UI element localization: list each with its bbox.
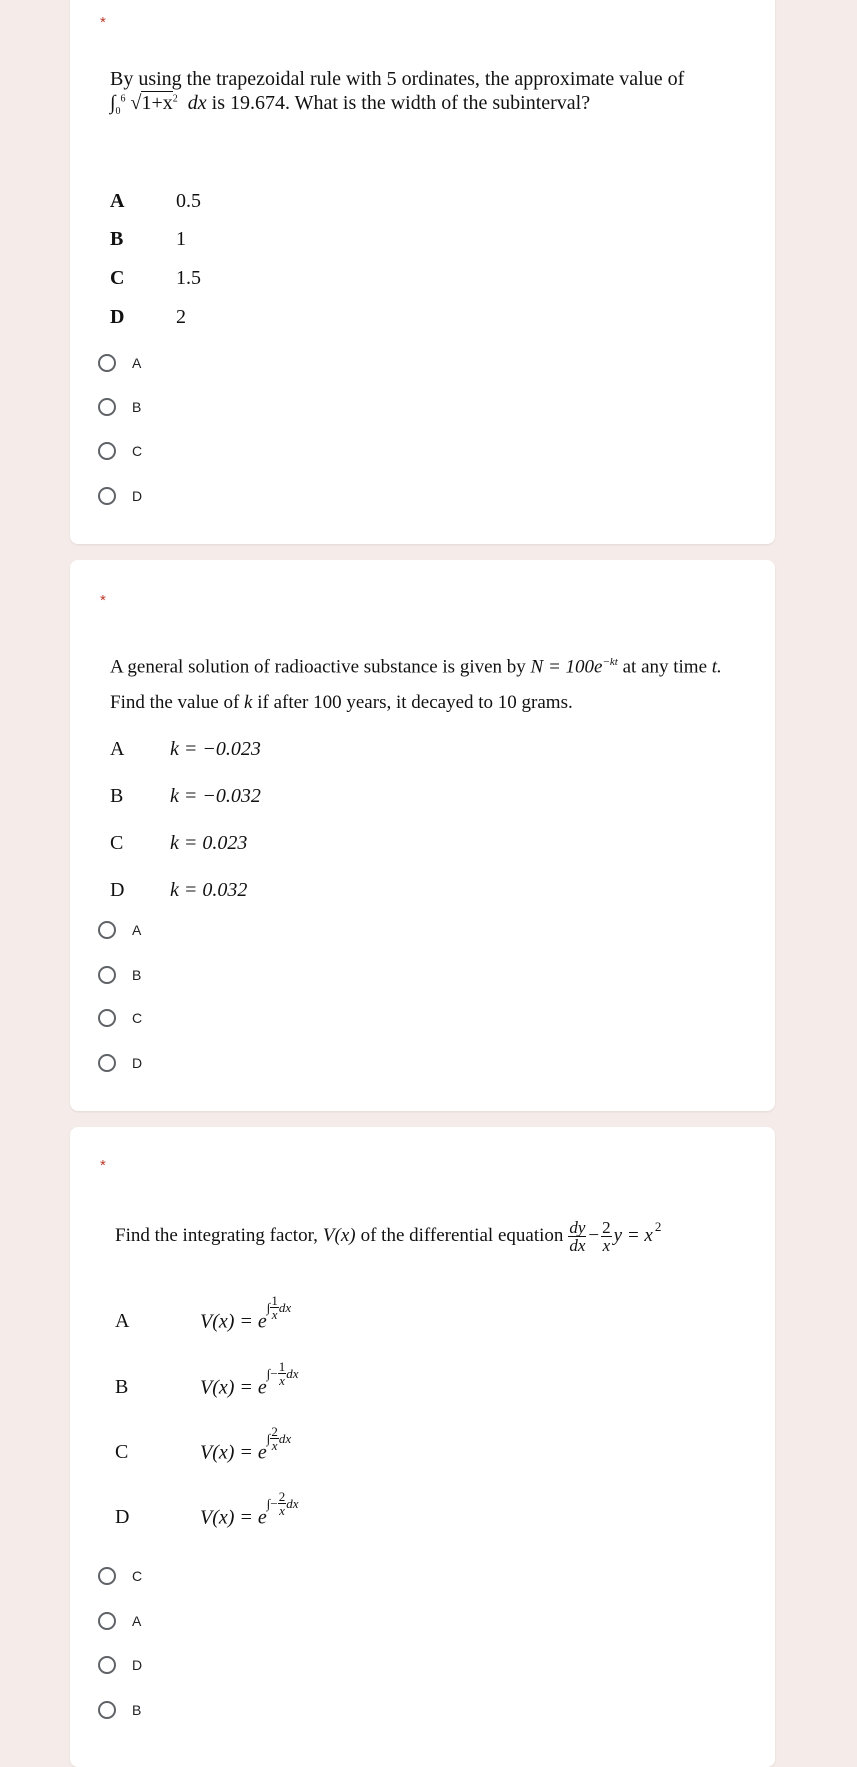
question-text	[115, 1219, 661, 1254]
option-letter: A	[110, 738, 125, 760]
option-value: 1	[176, 228, 186, 250]
required-asterisk: *	[100, 592, 106, 609]
option-letter: C	[110, 832, 124, 854]
option-letter: A	[110, 190, 125, 212]
radio-label: C	[132, 1568, 143, 1584]
radio-label: D	[132, 1657, 143, 1673]
variable-vx: V(x)	[322, 1225, 356, 1247]
question-line-2: is 19.674. What is the width of the subinterval?	[211, 92, 591, 114]
option-value: k = −0.032	[170, 785, 261, 807]
radio-button-c[interactable]	[98, 442, 116, 460]
option-letter: D	[110, 879, 125, 901]
option-letter: B	[110, 785, 124, 807]
question-text	[110, 67, 684, 118]
option-formula: V(x) = e ∫ $\frac{2}{x}$ dx	[200, 1424, 292, 1464]
radio-label: A	[132, 1613, 142, 1629]
option-letter: B	[110, 228, 124, 250]
option-value: k = −0.023	[170, 738, 261, 760]
radio-button-a[interactable]	[98, 921, 116, 939]
radio-label: C	[132, 443, 143, 459]
option-formula: V(x) = e ∫ $\frac{1}{x}$ dx	[200, 1293, 292, 1333]
option-letter: C	[115, 1441, 129, 1463]
option-letter: C	[110, 267, 125, 289]
question-card-1	[70, 0, 775, 544]
radio-label: B	[132, 1702, 142, 1718]
question-card-2	[70, 560, 775, 1111]
option-value: 2	[176, 306, 186, 328]
radio-label: A	[132, 355, 142, 371]
option-value: k = 0.032	[170, 879, 248, 901]
radio-button-b[interactable]	[98, 398, 116, 416]
required-asterisk: *	[100, 1157, 106, 1174]
radio-label: D	[132, 1055, 143, 1071]
question-text	[110, 644, 722, 721]
formula-exponent: −kt	[602, 656, 618, 668]
variable-t: t.	[711, 656, 722, 678]
formula: N = 100e	[530, 656, 603, 678]
radio-button-d[interactable]	[98, 1054, 116, 1072]
option-value: 0.5	[176, 190, 201, 212]
question-text-part: of the differential equation	[360, 1225, 564, 1247]
option-letter: A	[115, 1310, 130, 1332]
question-line-1: By using the trapezoidal rule with 5 ordinates, the approximate value of	[110, 68, 685, 90]
option-letter: D	[110, 306, 125, 328]
option-letter: D	[115, 1506, 130, 1528]
question-line-1: A general solution of radioactive substance is given by	[110, 656, 526, 678]
radio-label: C	[132, 1010, 143, 1026]
required-asterisk: *	[100, 14, 106, 31]
radio-button-c[interactable]	[98, 1009, 116, 1027]
question-text-part: if after 100 years, it decayed to 10 grams.	[257, 692, 573, 714]
radio-button-d[interactable]	[98, 1656, 116, 1674]
option-formula: V(x) = e ∫ − $\frac{1}{x}$ dx	[200, 1359, 299, 1399]
radio-label: D	[132, 488, 143, 504]
radio-button-c[interactable]	[98, 1567, 116, 1585]
question-text-part: Find the integrating factor,	[115, 1225, 318, 1247]
option-letter: B	[115, 1376, 129, 1398]
radio-button-a[interactable]	[98, 354, 116, 372]
option-formula: V(x) = e ∫ − $\frac{2}{x}$ dx	[200, 1489, 299, 1529]
integral-expression: $\int_0^6$ $√1+x^2$ dx	[110, 92, 207, 117]
radio-button-b[interactable]	[98, 1701, 116, 1719]
question-card-3	[70, 1127, 775, 1767]
question-text-part: Find the value of	[110, 692, 240, 714]
option-value: k = 0.023	[170, 832, 248, 854]
option-value: 1.5	[176, 267, 201, 289]
variable-k: k	[244, 692, 253, 714]
radio-button-d[interactable]	[98, 487, 116, 505]
radio-button-a[interactable]	[98, 1612, 116, 1630]
radio-label: B	[132, 399, 142, 415]
radio-button-b[interactable]	[98, 966, 116, 984]
differential-equation: $\frac{dy}{dx}$ − $\frac{2}{x}$ y = x $^2$	[569, 1218, 662, 1255]
radio-label: A	[132, 922, 142, 938]
question-text-part: at any time	[622, 656, 708, 678]
radio-label: B	[132, 967, 142, 983]
